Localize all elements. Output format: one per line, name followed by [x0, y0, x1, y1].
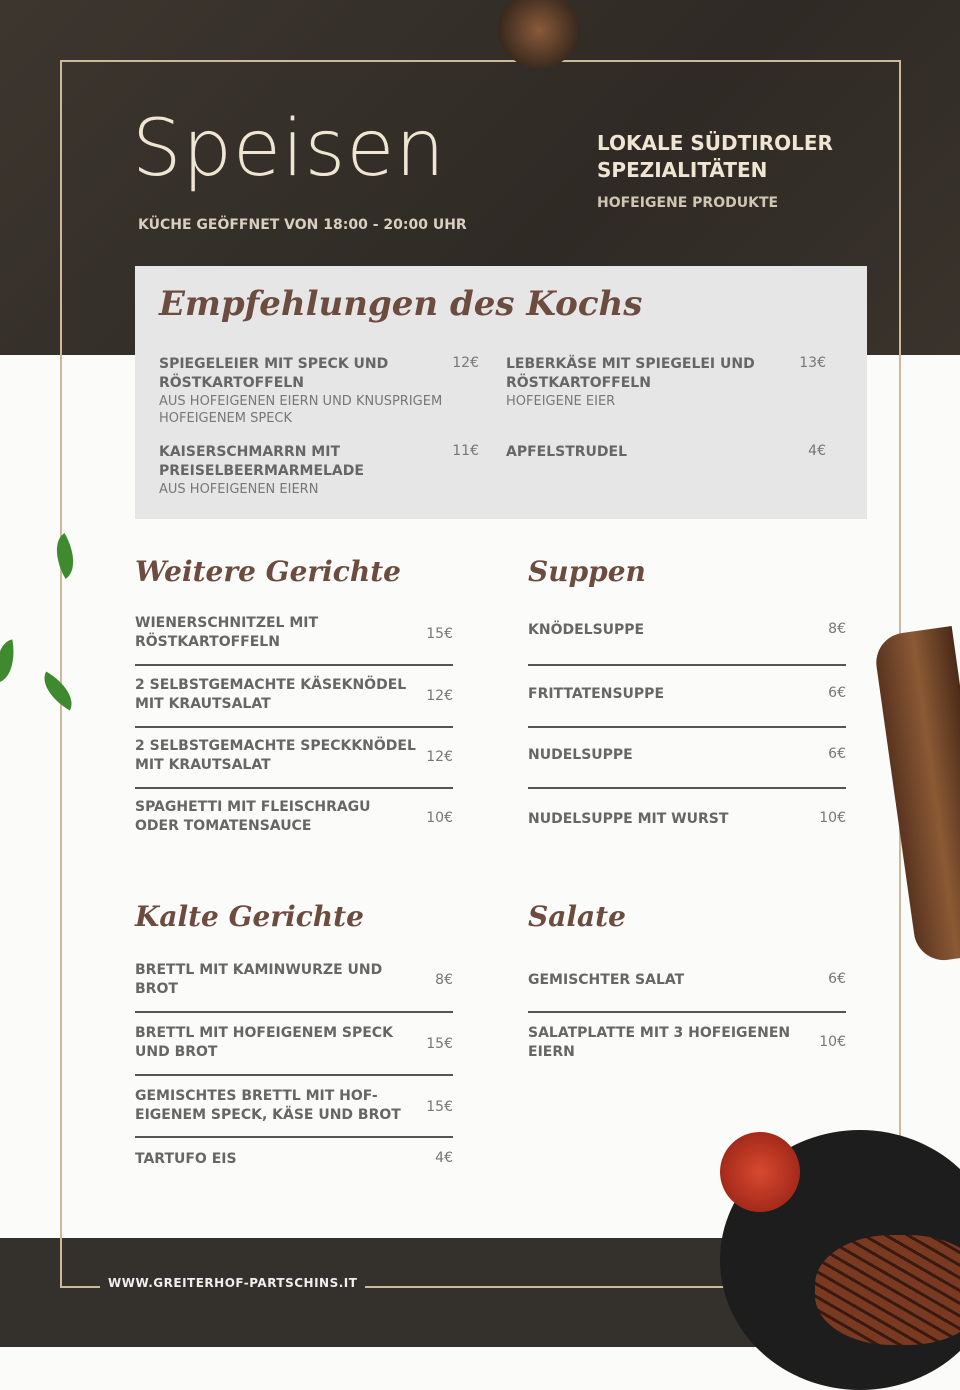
menu-item [159, 355, 479, 427]
item-price: 12€ [452, 355, 479, 371]
menu-item [135, 1024, 453, 1076]
item-price: 15€ [426, 1099, 453, 1115]
tomato-image [720, 1132, 800, 1212]
item-price: 10€ [819, 1034, 846, 1050]
item-price: 15€ [426, 626, 453, 642]
item-name: SALATPLATTE MIT 3 HOFEIGENEN EIERN [528, 1025, 791, 1060]
item-price: 6€ [828, 685, 846, 701]
item-price: 11€ [452, 443, 479, 459]
item-price: 8€ [828, 621, 846, 637]
item-price: 12€ [426, 749, 453, 765]
item-name: BRETTL MIT KAMINWURZE UND BROT [135, 962, 383, 997]
menu-item [135, 612, 453, 666]
page-title: Speisen [132, 104, 446, 194]
item-name: KNÖDELSUPPE [528, 622, 645, 638]
menu-item [159, 443, 479, 498]
item-price: 10€ [819, 810, 846, 826]
menu-item [528, 961, 846, 1013]
menu-item [135, 1087, 453, 1138]
menu-item [506, 355, 826, 410]
menu-item [528, 737, 846, 789]
item-name: LEBERKÄSE MIT SPIEGELEI UND RÖSTKARTOFFELN [506, 356, 755, 391]
item-name: 2 SELBSTGEMACHTE KÄSEKNÖDEL MIT KRAUTSALAT [135, 677, 407, 712]
section-title: Empfehlungen des Kochs [159, 284, 643, 324]
item-price: 13€ [799, 355, 826, 371]
section-title: Salate [528, 900, 626, 933]
menu-item [528, 800, 846, 852]
subtitle: LOKALE SÜDTIROLER SPEZIALITÄTEN [597, 131, 833, 182]
item-price: 4€ [808, 443, 826, 459]
item-name: GEMISCHTER SALAT [528, 972, 685, 988]
item-name: NUDELSUPPE [528, 747, 633, 763]
item-price: 6€ [828, 971, 846, 987]
item-price: 12€ [426, 688, 453, 704]
item-price: 15€ [426, 1036, 453, 1052]
item-name: APFELSTRUDEL [506, 444, 628, 460]
section-title: Weitere Gerichte [135, 555, 401, 588]
item-name: GEMISCHTES BRETTL MIT HOF-EIGENEM SPECK, KÄSE UND BROT [135, 1088, 401, 1123]
basil-leaf-image [0, 639, 19, 682]
website-link[interactable]: WWW.GREITERHOF-PARTSCHINS.IT [100, 1276, 365, 1290]
section-title: Suppen [528, 555, 646, 588]
item-name: BRETTL MIT HOFEIGENEM SPECK UND BROT [135, 1025, 393, 1060]
item-name: SPAGHETTI MIT FLEISCHRAGU ODER TOMATENSAUCE [135, 799, 371, 834]
kitchen-hours: KÜCHE GEÖFFNET VON 18:00 - 20:00 UHR [138, 217, 467, 233]
item-name: FRITTATENSUPPE [528, 686, 665, 702]
recommendations-box [135, 266, 867, 519]
item-name: WIENERSCHNITZEL MIT RÖSTKARTOFFELN [135, 615, 319, 650]
item-price: 10€ [426, 810, 453, 826]
menu-item [528, 1024, 846, 1076]
section-title: Kalte Gerichte [135, 900, 364, 933]
menu-item [528, 612, 846, 666]
steak-image [815, 1235, 960, 1345]
item-name: NUDELSUPPE MIT WURST [528, 811, 729, 827]
menu-item [135, 737, 453, 789]
item-name: KAISERSCHMARRN MIT PREISELBEERMARMELADE [159, 444, 364, 479]
menu-item [135, 798, 453, 850]
menu-item [135, 676, 453, 728]
menu-item [135, 961, 453, 1013]
menu-item [528, 676, 846, 728]
item-description: HOFEIGENE EIER [506, 394, 616, 409]
menu-item [506, 443, 826, 462]
subtitle-secondary: HOFEIGENE PRODUKTE [597, 195, 779, 211]
item-description: AUS HOFEIGENEN EIERN UND KNUSPRIGEM HOFEIGENEM SPECK [159, 394, 443, 426]
item-name: SPIEGELEIER MIT SPECK UND RÖSTKARTOFFELN [159, 356, 389, 391]
item-name: TARTUFO EIS [135, 1151, 237, 1167]
item-price: 6€ [828, 746, 846, 762]
item-price: 8€ [435, 972, 453, 988]
item-price: 4€ [435, 1150, 453, 1166]
item-name: 2 SELBSTGEMACHTE SPECKKNÖDEL MIT KRAUTSALAT [135, 738, 416, 773]
item-description: AUS HOFEIGENEN EIERN [159, 482, 319, 497]
menu-item [135, 1150, 453, 1180]
